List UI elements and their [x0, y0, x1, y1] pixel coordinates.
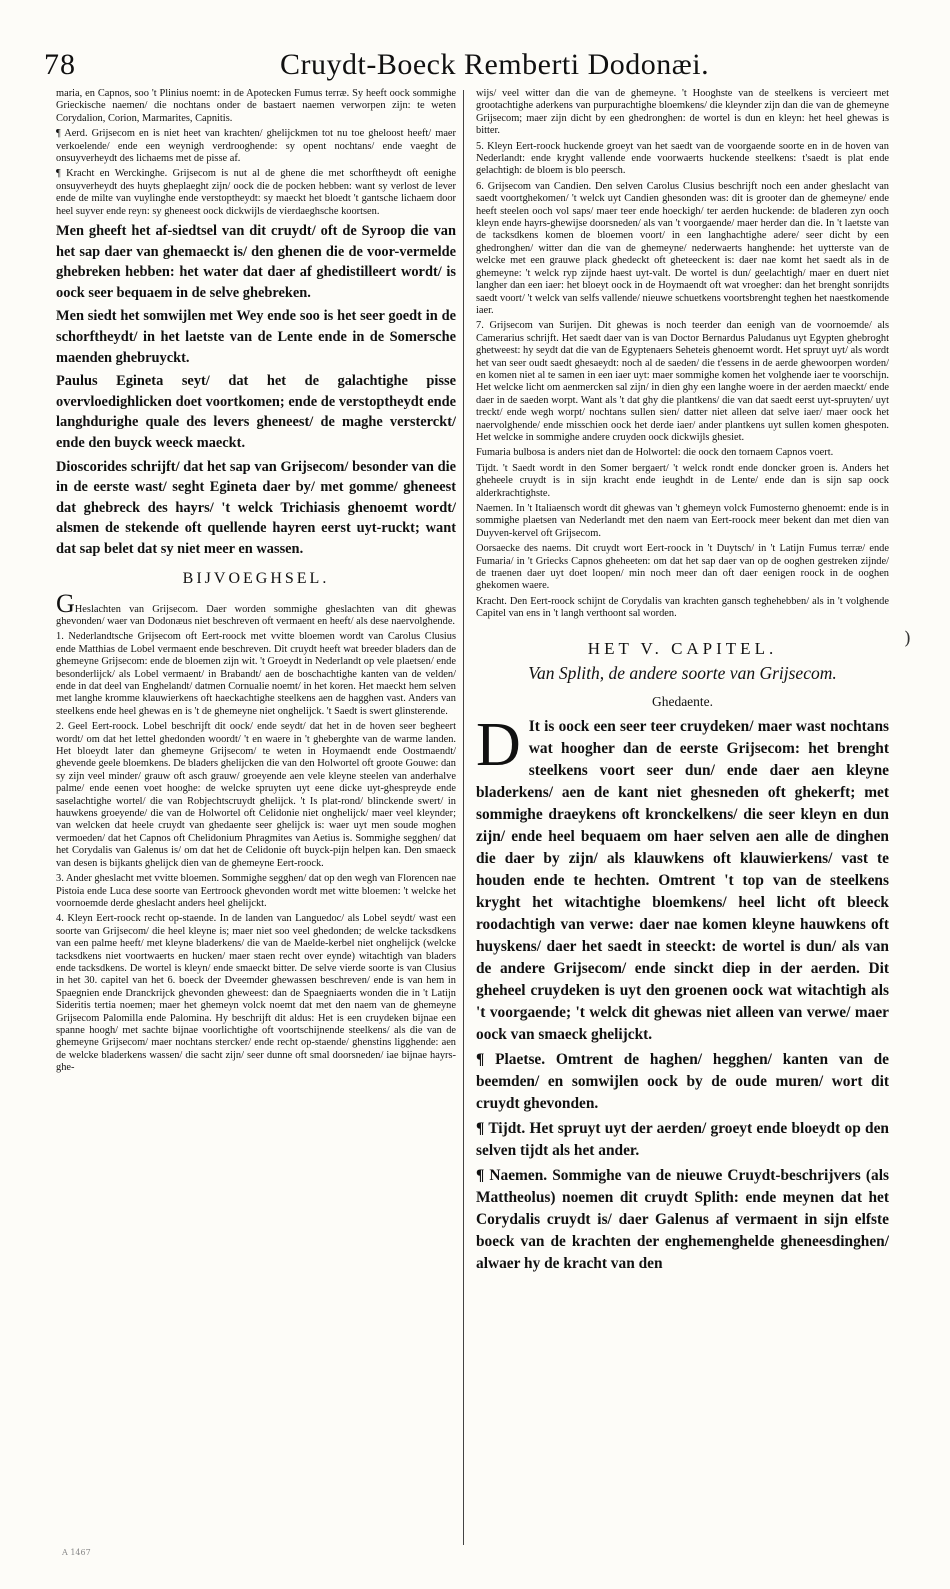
paragraph: ¶ Kracht en Werckinghe. Grijsecom is nut al de ghene die met schorftheydt oft eenighe onsuyverheydt des huyts gheplaeght zijn/ oock die de pocken hebben: want sy verlost de lever ende de milte van vuylinghe ende verstoptheydt: sy maeckt het bloedt 't gantsche lichaem door heel suyver ende reyn: sy gheneest oock dickwijls de vierdaeghsche koortsen. [56, 168, 456, 217]
paragraph: Paulus Egineta seyt/ dat het de galachtighe pisse overvloedighlicken doet voortkomen; ende de verstoptheydt ende langhdurighe quale des levers gheneest/ de maghe versterckt/ ende den buyck weeck maeckt. [56, 373, 456, 451]
drop-cap: D [476, 710, 521, 779]
paragraph: 7. Grijsecom van Surijen. Dit ghewas is noch teerder dan eenigh van de voornoemde/ als Camerarius schrijft. Het saedt daer van is van Doctor Bernardus Paludanus uyt Egypten ghebroght ghetweest: hy seydt dat die van de Egyptenaers Seheteis ghenoemt wordt. Het spruyt uyt/ als wordt het van seer oudt saedt ghesaeydt: noch al de saeden/ die t'essens in de aerde ghewoorpen worden/ en komen niet al te samen in een iaer uyt: maer sommighe komen het volghende iaer te voorschijn. Het welcke licht om aenmercken sal zijn/ in dien ghy een langhe woere in der aerden maeckt/ ende daer in de saeden worpt. Want als 't dat ghy die plantkens/ die van dat saedt eerst uyt-spruyten/ uyt treckt/ ende wegh worpt/ nochtans sullen sien/ datter niet alleen dat selve iaer/ maer oock het naervolghende/ ende misschien oock het derde iaer/ ander plantkens uyt sullen komen ghespoten. Het welcke in sommighe andere cruyden oock dickwijls ghesiet. [476, 320, 889, 443]
footer-mark: A 1467 [62, 1548, 91, 1557]
paragraph: wijs/ veel witter dan die van de ghemeyne. 't Hooghste van de steelkens is vercieert met grootachtighe aderkens van purpurachtighe bloemkens/ die kleynder zijn dan die van de ghemeyne Grijsecom; maer zijn dicht by een ghedronghen: de wortel is dun en kleyn: het heel ghewas is bitter. [476, 88, 889, 137]
paragraph: Naemen. In 't Italiaensch wordt dit ghewas van 't ghemeyn volck Fumosterno ghenoemt: ende is in sommighe plaetsen van Nederlandt met den naem van Eert-roock meer bekent dan met dien van Duyven-kervel oft Grijsecom. [476, 503, 889, 539]
paragraph: ¶ Tijdt. Het spruyt uyt der aerden/ groeyt ende bloeydt op den selven tijdt als het ander. [476, 1119, 889, 1159]
paragraph: Oorsaecke des naems. Dit cruydt wort Eert-roock in 't Duytsch/ in 't Latijn Fumus terræ/ ende Fumaria/ in 't Griecks Capnos gheheeten: om dat het sap daer van op de ooghen gestreken zijnde/ de traenen daer uyt doet loopen/ min noch meer dan oft daer eenigen roock in de ooghen ghekomen waere. [476, 543, 889, 592]
section-title: BIJVOEGHSEL. [182, 569, 330, 587]
paragraph: 2. Geel Eert-roock. Lobel beschrijft dit oock/ ende seydt/ dat het in de hoven seer begheert wordt/ om dat het lettel ghedonden woordt/ 't en waere in 't gheberghte van de warme landen. Het bloeydt later dan ghemeyne Grijsecom/ te weten in Hoymaendt ende Oostmaendt/ ghevende geele bloemkens. De bladers ghelijcken die van den Holwortel oft groote Gouwe: dan sy zijn veel minder/ grauw oft asch grauw/ groeyende aen vele kleyne steelen van anderhalve palme/ ende eenen voet hooghe: de welcke spruyten uyt eene dicke uyt-ghespreyde ende saselachtighe wortel/ die van Robjechtscruydt ghelijck. 't Is plat-rond/ blinckende swert/ in hauwkens groeyende/ die van de Holwortel oft Celidonie niet onghelijck/ maer veel kleynder; van welcken dat heele cruydt van ghedaente seer ghelijck is: waer uyt men soude moghen vermoeden/ dat het Capnos oft Chelidonium Phragmites van Aetius is. Sommighe segghen/ dat het Corydalis van Galenus is/ om dat het de Celidonie oft buyck-pijn helpen kan. Den smaeck van desen is bijkants ghelijck dien van de ghemeyne Eert-roock. [56, 721, 456, 869]
left-column [56, 88, 456, 1558]
subsection-heading: Ghedaente. [651, 693, 714, 709]
paragraph: Men gheeft het af-siedtsel van dit cruydt/ oft de Syroop die van het sap daer van ghemaeckt is/ den ghenen die de voor-vermelde ghebreken hebben: het water dat daer af ghedistilleert wordt/ is oock seer bequaem in de selve ghebreken. [56, 223, 456, 301]
paragraph: Men siedt het somwijlen met Wey ende soo is het seer goedt in de schorftheydt/ in het laetste van de Lente ende in de Somersche maenden ghebruyckt. [56, 308, 456, 366]
paragraph: Tijdt. 't Saedt wordt in den Somer bergaert/ 't welck rondt ende doncker groen is. Anders het gheheele cruydt is in sijn kracht ende ieughdt in de Lente/ ende dan is sijn sap oock alderkrachtighste. [476, 462, 889, 499]
right-column [476, 88, 889, 1558]
paragraph: Fumaria bulbosa is anders niet dan de Holwortel: die oock den tornaem Capnos voert. [476, 447, 834, 459]
paragraph-text: It is oock een seer teer cruydeken/ maer wast nochtans wat hoogher dan de eerste Grijsecom: het brenght steelkens voort seer dun/ ende daer aen kleyne bladerkens/ aen de kant niet ghesneden oft ghekerft; met sommighe draeykens oft kronckelkens/ die seer kleyn en dun zijn/ ende heel bequaem om haer selven aen alle de dinghen die daer by zijn/ als klauwkens oft klauwierkens/ vast te houden ende te hechten. Omtrent 't top van de steelkens kryght het witachtighe bloemkens/ heel licht oft bleeck roodachtigh van verwe: daer nae komen kleyne hauwkens oft huyskens/ daer het saedt in steeckt: de wortel is dun/ als van de andere Grijsecom/ ende sinckt diep in der aerden. Dit gheheel cruydeken is uyt den groenen oock wat witachtigh als 't voorgaende; 't welck dit ghewas niet alleen van verwe/ maer oock van smaeck ghelijckt. [476, 717, 889, 1043]
paragraph: Dioscorides schrijft/ dat het sap van Grijsecom/ besonder van die in de eerste wast/ seght Egineta daer by/ met gomme/ gheneest dat ghebreck des hayrs/ 't welck Trichiasis ghenoemt wordt/ alsmen de stekende oft quellende hayren eerst uyt-ruckt; want dat sap belet dat sy niet meer en wassen. [56, 458, 456, 557]
paragraph: 4. Kleyn Eert-roock recht op-staende. In de landen van Languedoc/ als Lobel seydt/ wast een soorte van Grijsecom/ die heel kleyne is; maer niet soo veel ghedonden; de welcke tacksdkens van een palme heeft/ met kleyne bladerkens/ die van de Maelde-kerbel niet onghelijck (welcke tacksdkens niet voortwaerts en hucken/ maer staen recht over eynde) witachtigh van bladers ende tacksdkens. De wortel is kleyn/ ende smaeckt bitter. De selve vierde soorte is van Clusius in het 30. capitel van het 6. boeck der Dveemder ghewassen beschreven/ ende is van hem in Spaegnien ende Dranckrijck ghevonden gheweest: dan de Spaegniaerts wonden die in 't Latijn Sideritis tertia noemen; maer het ghemeyn volck noemt dat met den naem van de ghemeyne Grijsecom Palomilla ende Palomina. Hy beschrijft dit aldus: Het is een cruydeken bijnae een spanne hoogh/ met sachte bijnae voorlichtighe oft voortschijnende steelkens/ als die van de ghemeyne Grijsecom/ maer nochtans stercker/ ende recht op-staende/ ghenstins ligghende: aen de welcke bladerkens wassen/ die sacht zijn/ seer dunne oft smal doorsneden/ iae bijnae hayrs-ghe- [56, 913, 456, 1074]
paragraph: Kracht. Den Eert-roock schijnt de Corydalis van krachten gansch teghehebben/ als in 't volghende Capitel van ens in 't langh verthoont sal worden. [476, 595, 889, 620]
paragraph: ¶ Naemen. Sommighe van de nieuwe Cruydt-beschrijvers (als Mattheolus) noemen dit cruydt Splith: ende meynen dat het Corydalis cruydt is/ daer Galenus af vermaent in sijn elfste boeck van de krachten der enghemenghelde gheneesdinghen/ alwaer hy de kracht van den [476, 1166, 889, 1272]
paragraph: ¶ Aerd. Grijsecom en is niet heet van krachten/ ghelijckmen tot nu toe gheloost heeft/ maer verkoelende/ ende een weynigh verdrooghende: sy opent nochtans/ ende vaeght de onsuyverheydt des lichaems met de pisse af. [56, 128, 456, 165]
initial-letter: G [56, 588, 75, 618]
paragraph [476, 710, 889, 1046]
page-number: 78 [44, 48, 76, 81]
paragraph: 6. Grijsecom van Candien. Den selven Carolus Clusius beschrijft noch een ander gheslacht van saedt voortghekomen/ 't welck uyt Candien ghesonden was: dit is grooter dan de ghemeyne/ ende heeft steelen ooch vol saps/ maer teer ende hoeckigh/ ter aerden huckende: de bladeren zyn ooch kleyn ende hayrs-ghewijse doorsneden/ als van 't voorgaende/ maer herder dan die. In 't laetste van de tacksdkens komen de bloemen voort/ in een langhachtighe adere/ seer dicht by een ghedronghen/ witter dan die van de ghemeyne/ nederwaerts hanghende: het uytterste van de welcke met een grauwe plack ghedeckt oft gheteeckent is: daer nae komt het saedt als in de ghemeyne: 't welck ryp zijnde haest uyt-valt. De wortel is dun/ geelachtigh/ maer en duert niet langher dan een iaer: het bloeyt oock in de Hoymaendt oft wat vroegher: dan het brenght sonrijdts saedt voort/ 't welck van selfs vallende/ nieuwe schuetkens voortsbrenght teghen het naestkomende iaer. [476, 180, 889, 316]
paragraph: ¶ Plaetse. Omtrent de haghen/ hegghen/ kanten van de beemden/ en somwijlen oock by de oude muren/ wort dit cruydt ghevonden. [476, 1050, 889, 1112]
chapter-subtitle: Van Splith, de andere soorte van Grijsecom. [528, 662, 837, 683]
margin-bracket-icon: ) [904, 628, 912, 649]
chapter-heading: HET V. CAPITEL. [587, 638, 778, 658]
paragraph [56, 588, 456, 629]
running-title: Cruydt-Boeck Remberti Dodonæi. [280, 48, 710, 81]
paragraph-text: Heslachten van Grijsecom. Daer worden sommighe gheslachten van dit ghewas ghevonden/ waer van Dodonæus niet beschreven oft vermaent en heeft/ als dese naervolghende. [56, 603, 456, 627]
paragraph: 1. Nederlandtsche Grijsecom oft Eert-roock met vvitte bloemen wordt van Carolus Clusius ende Matthias de Lobel vermaent ende beschreven. Dit cruydt heeft wat breeder bladers dan de ghemeyne Grijsecom: ende de bloemen zijn wit. 't Groeydt in Nederlandt op vele plaetsen/ ende besonderlijck/ als Lobel vermaent/ in Brabandt/ aen de boschachtighe kanten van de velden/ ende in dat deel van Enghelandt/ datmen Cornualie noemt/ in het koren. Het maeckt hem selven met langhe kromme klauwierkens oft haeckachtighe steelkens aen de hagghen vast. Anders van steelkens ende heel ghewas en is 't de ghemeyne niet onghelijck. 't Saedt is swert glinsterende. [56, 631, 456, 717]
paragraph: maria, en Capnos, soo 't Plinius noemt: in de Apotecken Fumus terræ. Sy heeft oock sommighe Grieckische naemen/ die nochtans onder de bastaert naemen verworpen zijn: te weten Corydalion, Corion, Marmarites, Capnitis. [56, 88, 456, 124]
column-divider [463, 90, 464, 1545]
paragraph: 3. Ander gheslacht met vvitte bloemen. Sommighe segghen/ dat op den wegh van Florencen nae Pistoia ende Luca dese soorte van Eertroock ghevonden wordt met witte bloemen: 't welcke het voornoemde derde gheslacht anders heel ghelijckt. [56, 873, 456, 909]
paragraph: 5. Kleyn Eert-roock huckende groeyt van het saedt van de voorgaende soorte en in de hoven van Nederlandt: ende kryght vallende ende voorwaerts huckende steelkens: t'saedt is plat ende gelachtigh: de bloem is blo peersch. [476, 140, 889, 177]
